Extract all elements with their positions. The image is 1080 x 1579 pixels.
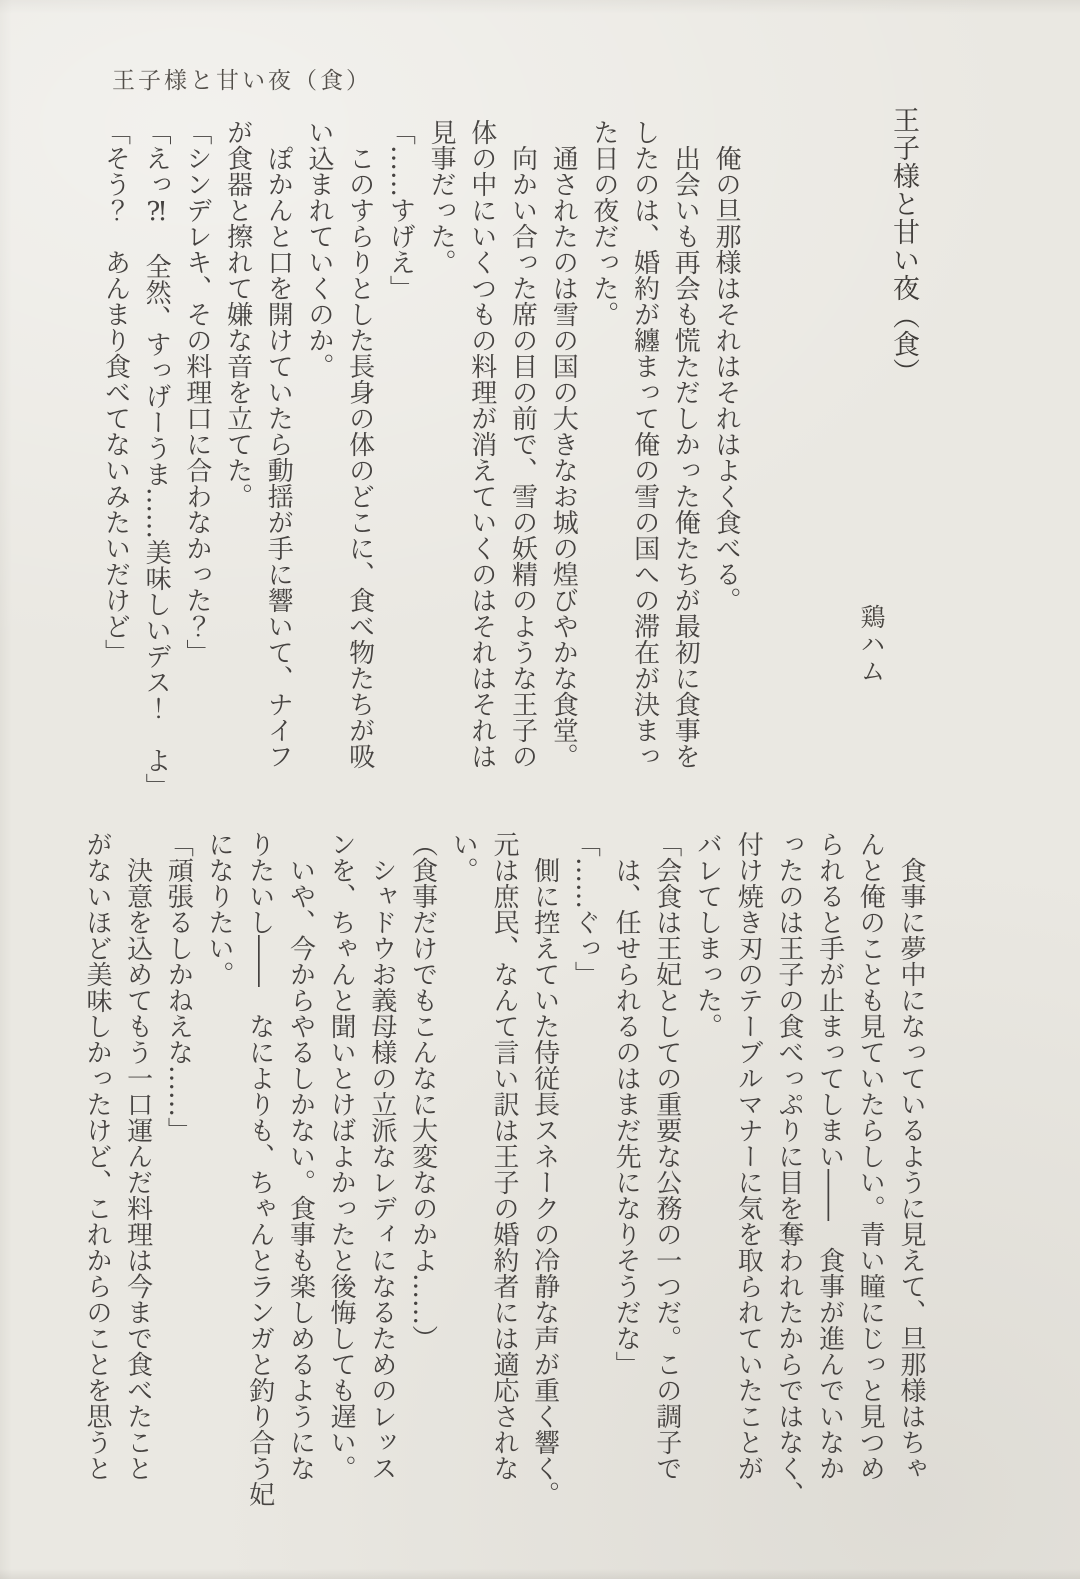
text-line: 「……すげえ」 bbox=[385, 119, 416, 301]
text-line: られると手が止まってしまい―― 食事が進んでいなか bbox=[814, 831, 845, 1481]
text-line: 見事だった。 bbox=[426, 119, 457, 275]
text-line: 元は庶民、なんて言い訳は王子の婚約者には適応されな bbox=[488, 831, 519, 1481]
text-line: ンを、ちゃんと聞いとけばよかったと後悔しても遅い。 bbox=[326, 831, 357, 1481]
author-name: 鶏ハム bbox=[857, 604, 886, 685]
text-line: りたいし―― なによりも、ちゃんとランガと釣り合う妃 bbox=[244, 831, 275, 1507]
text-line: 「シンデレキ、その料理口に合わなかった？」 bbox=[181, 119, 212, 665]
text-line: は、任せられるのはまだ先になりそうだな」 bbox=[611, 857, 642, 1377]
text-line: がないほど美味しかったけど、これからのことを思うと bbox=[81, 831, 112, 1481]
text-line: い。 bbox=[448, 831, 479, 883]
text-line: 付け焼き刃のテーブルマナーに気を取られていたことが bbox=[733, 831, 764, 1481]
text-line: 「そう？ あんまり食べてないみたいだけど」 bbox=[100, 119, 131, 665]
text-line: バレてしまった。 bbox=[692, 831, 723, 1039]
text-line: 「頑張るしかねえな……」 bbox=[163, 831, 194, 1143]
text-line: いや、今からやるしかない。食事も楽しめるようにな bbox=[285, 857, 316, 1481]
text-line: 「会食は王妃としての重要な公務の一つだ。この調子で bbox=[651, 831, 682, 1481]
text-line: んと俺のことも見ていたらしい。青い瞳にじっと見つめ bbox=[855, 831, 886, 1481]
text-line: た日の夜だった。 bbox=[588, 119, 619, 327]
text-line: 体の中にいくつもの料理が消えていくのはそれはそれは bbox=[466, 119, 497, 769]
text-line: 食事に夢中になっているように見えて、旦那様はちゃ bbox=[896, 857, 926, 1481]
text-line: が食器と擦れて嫌な音を立てた。 bbox=[222, 119, 253, 509]
text-line: 決意を込めてもう一口運んだ料理は今まで食べたこと bbox=[122, 857, 153, 1481]
text-line: したのは、婚約が纏まって俺の雪の国への滞在が決まっ bbox=[629, 119, 660, 769]
text-line: 「えっ⁈ 全然、すっげーうま……美味しいデス！ よ」 bbox=[141, 119, 172, 799]
text-line: このすらりとした長身の体のどこに、食べ物たちが吸 bbox=[344, 145, 375, 769]
text-line: 側に控えていた侍従長スネークの冷静な声が重く響く。 bbox=[529, 857, 560, 1507]
text-line: ったのは王子の食べっぷりに目を奪われたからではなく、 bbox=[773, 831, 804, 1507]
text-line: ぽかんと口を開けていたら動揺が手に響いて、ナイフ bbox=[263, 145, 294, 769]
running-header: 王子様と甘い夜（食） bbox=[112, 68, 372, 94]
upper-text-block bbox=[94, 119, 746, 799]
text-line: （食事だけでもこんなに大変なのかよ……） bbox=[407, 831, 438, 1351]
text-line: 俺の旦那様はそれはそれはよく食べる。 bbox=[711, 145, 741, 613]
text-line: 通されたのは雪の国の大きなお城の煌びやかな食堂。 bbox=[548, 145, 579, 769]
text-line: シャドウお義母様の立派なレディになるためのレッス bbox=[366, 857, 397, 1481]
text-line: 向かい合った席の目の前で、雪の妖精のような王子の bbox=[507, 145, 538, 769]
text-line: になりたい。 bbox=[204, 831, 235, 987]
story-title: 王子様と甘い夜（食） bbox=[888, 106, 919, 386]
text-line: い込まれていくのか。 bbox=[303, 119, 334, 379]
text-line: 出会いも再会も慌ただしかった俺たちが最初に食事を bbox=[670, 145, 701, 769]
lower-text-block bbox=[75, 831, 931, 1507]
text-line: 「……ぐっ」 bbox=[570, 831, 601, 987]
